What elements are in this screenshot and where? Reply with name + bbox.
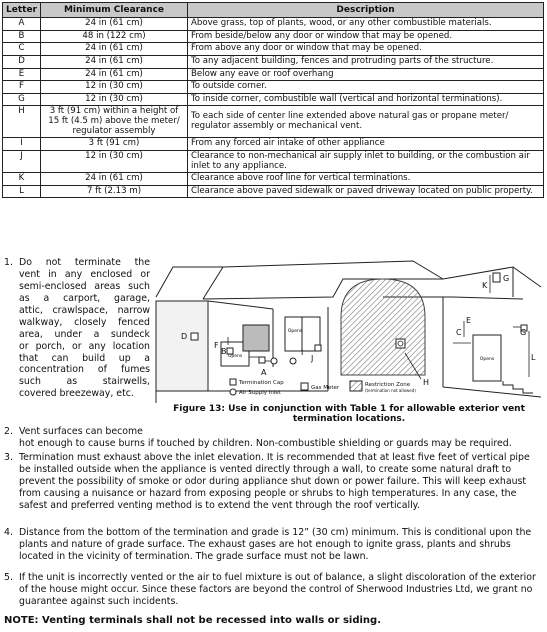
header-letter: Letter <box>3 3 41 18</box>
cell-letter: E <box>3 68 41 81</box>
note-2 <box>4 426 543 450</box>
cell-description: Clearance to non-mechanical air supply inlet to building, or the combustion air inlet to any appliance. <box>188 150 544 172</box>
note-1-line: covered breezeway, etc. <box>19 388 134 400</box>
label-a: A <box>261 368 267 377</box>
note-number: 3. <box>4 452 13 463</box>
note-number: 1. <box>4 257 13 268</box>
note-1-line: area, under a sundeck <box>19 328 150 340</box>
figure-caption <box>153 405 545 425</box>
label-g2: G <box>520 328 527 337</box>
cell-clearance: 3 ft (91 cm) within a height of 15 ft (4.5 m) above the meter/ regulator assembly <box>41 106 188 138</box>
svg-text:Opens: Opens <box>227 354 243 359</box>
table-row <box>3 106 544 138</box>
table-row <box>3 68 544 81</box>
cell-letter: A <box>3 18 41 31</box>
note-3-text: Termination must exhaust above the inlet elevation. It is recommended that at least five feet of vertical pipe be installed outside when the appliance is vented directly through a wall, to create some natural draft to prevent the possibility of smoke or odor during appliance shut down or power failure. This will keep exhaust from causing a nuisance or hazard from exposing people or shrubs to high temperatures. In any case, the safest and preferred venting method is to extend the vent through the roof vertically. <box>19 452 530 511</box>
note-1-line: as a carport, garage, <box>19 292 150 304</box>
svg-text:Opens: Opens <box>287 329 303 334</box>
label-e: E <box>466 316 472 325</box>
note-4 <box>4 527 543 563</box>
cell-clearance: 48 in (122 cm) <box>41 30 188 43</box>
table-row <box>3 18 544 31</box>
cell-clearance: 12 in (30 cm) <box>41 93 188 106</box>
svg-text:Restriction Zone: Restriction Zone <box>365 382 411 388</box>
cell-description: From any forced air intake of other appliance <box>188 138 544 151</box>
note-5-text: If the unit is incorrectly vented or the air to fuel mixture is out of balance, a slight discoloration of the exterior of the house might occur. Since these factors are beyond the control of Sherwood Industries Ltd, we grant no guarantee against such incidents. <box>19 572 536 607</box>
label-g: G <box>503 274 510 283</box>
cell-letter: I <box>3 138 41 151</box>
cell-description: From above any door or window that may be opened. <box>188 43 544 56</box>
table-row <box>3 30 544 43</box>
cell-letter: F <box>3 81 41 94</box>
svg-text:Opens: Opens <box>479 357 495 362</box>
table-row <box>3 93 544 106</box>
label-f: F <box>214 341 219 350</box>
note-number: 2. <box>4 426 13 437</box>
steps <box>503 381 533 393</box>
venting-diagram <box>153 257 545 407</box>
label-k: K <box>482 281 488 290</box>
note-1-line: attic, crawlspace, narrow <box>19 304 150 316</box>
table-row <box>3 173 544 186</box>
cell-clearance: 24 in (61 cm) <box>41 68 188 81</box>
table-row <box>3 55 544 68</box>
note-1-line: vent in any enclosed or <box>19 268 150 280</box>
table-row <box>3 150 544 172</box>
cell-clearance: 12 in (30 cm) <box>41 150 188 172</box>
table-row <box>3 81 544 94</box>
restriction-zone <box>341 279 425 375</box>
figure-legend <box>230 379 416 396</box>
header-description: Description <box>188 3 544 18</box>
table-row <box>3 138 544 151</box>
cell-clearance: 12 in (30 cm) <box>41 81 188 94</box>
note-5 <box>4 572 543 608</box>
label-b: B <box>221 347 227 356</box>
cell-description: To outside corner. <box>188 81 544 94</box>
note-3 <box>4 452 543 512</box>
cell-description: Above grass, top of plants, wood, or any other combustible materials. <box>188 18 544 31</box>
cell-description: Clearance above roof line for vertical terminations. <box>188 173 544 186</box>
label-d: D <box>181 332 188 341</box>
table-row <box>3 185 544 198</box>
cell-description: To each side of center line extended above natural gas or propane meter/ regulator assembly or mechanical vent. <box>188 106 544 138</box>
note-1-line: such as stairwells, <box>19 376 150 388</box>
note-1-line: semi-enclosed areas such <box>19 280 150 292</box>
cell-letter: L <box>3 185 41 198</box>
note-2-line-1: Vent surfaces can become <box>19 426 143 437</box>
gas-meter-symbol <box>396 339 405 348</box>
note-number: 5. <box>4 572 13 583</box>
cell-description: To inside corner, combustible wall (vertical and horizontal terminations). <box>188 93 544 106</box>
note-1-line: walkway, closely fenced <box>19 316 150 328</box>
cell-description: From beside/below any door or window that may be opened. <box>188 30 544 43</box>
note-1-line: or porch, or any location <box>19 340 150 352</box>
air-supply-inlet <box>271 358 296 364</box>
svg-text:Gas Meter: Gas Meter <box>311 385 340 391</box>
door-right <box>473 335 501 381</box>
svg-text:Termination Cap: Termination Cap <box>239 380 284 386</box>
label-l: L <box>531 353 536 362</box>
svg-text:(termination not allowed): (termination not allowed) <box>365 388 416 393</box>
cell-clearance: 3 ft (91 cm) <box>41 138 188 151</box>
note-number: 4. <box>4 527 13 538</box>
cell-letter: B <box>3 30 41 43</box>
cell-clearance: 24 in (61 cm) <box>41 173 188 186</box>
final-note: NOTE: Venting terminals shall not be recessed into walls or siding. <box>4 615 381 626</box>
figure-caption-line-2: termination locations. <box>292 413 406 424</box>
label-i: I <box>301 348 304 357</box>
cell-letter: J <box>3 150 41 172</box>
label-c: C <box>456 328 462 337</box>
label-h: H <box>423 378 430 387</box>
cell-clearance: 24 in (61 cm) <box>41 55 188 68</box>
cell-clearance: 24 in (61 cm) <box>41 18 188 31</box>
table-header-row <box>3 3 544 18</box>
label-j: J <box>311 354 314 363</box>
deck-area <box>243 325 269 351</box>
cell-clearance: 24 in (61 cm) <box>41 43 188 56</box>
figure-caption-line-1: Figure 13: Use in conjunction with Table 1 for allowable exterior vent <box>173 404 525 414</box>
cell-description: To any adjacent building, fences and protruding parts of the structure. <box>188 55 544 68</box>
header-minimum-clearance: Minimum Clearance <box>41 3 188 18</box>
cell-clearance: 7 ft (2.13 m) <box>41 185 188 198</box>
cell-letter: K <box>3 173 41 186</box>
svg-text:Air Supply Inlet: Air Supply Inlet <box>239 390 281 396</box>
note-1-line: concentration of fumes <box>19 364 150 376</box>
cell-letter: C <box>3 43 41 56</box>
note-4-text: Distance from the bottom of the termination and grade is 12” (30 cm) minimum. This is conditional upon the plants and nature of grade surface. The exhaust gases are hot enough to ignite grass, plants and shrubs located in the vicinity of termination. The grade surface must not be lawn. <box>19 527 532 562</box>
clearance-table <box>2 2 544 198</box>
note-1 <box>4 257 150 400</box>
cell-description: Clearance above paved sidewalk or paved driveway located on public property. <box>188 185 544 198</box>
cell-description: Below any eave or roof overhang <box>188 68 544 81</box>
cell-letter: G <box>3 93 41 106</box>
note-1-line: that can build up a <box>19 352 150 364</box>
cell-letter: H <box>3 106 41 138</box>
cell-letter: D <box>3 55 41 68</box>
table-row <box>3 43 544 56</box>
note-1-line: Do not terminate the <box>19 257 150 268</box>
note-2-line-2: hot enough to cause burns if touched by children. Non-combustible shielding or guards may be required. <box>19 437 512 449</box>
